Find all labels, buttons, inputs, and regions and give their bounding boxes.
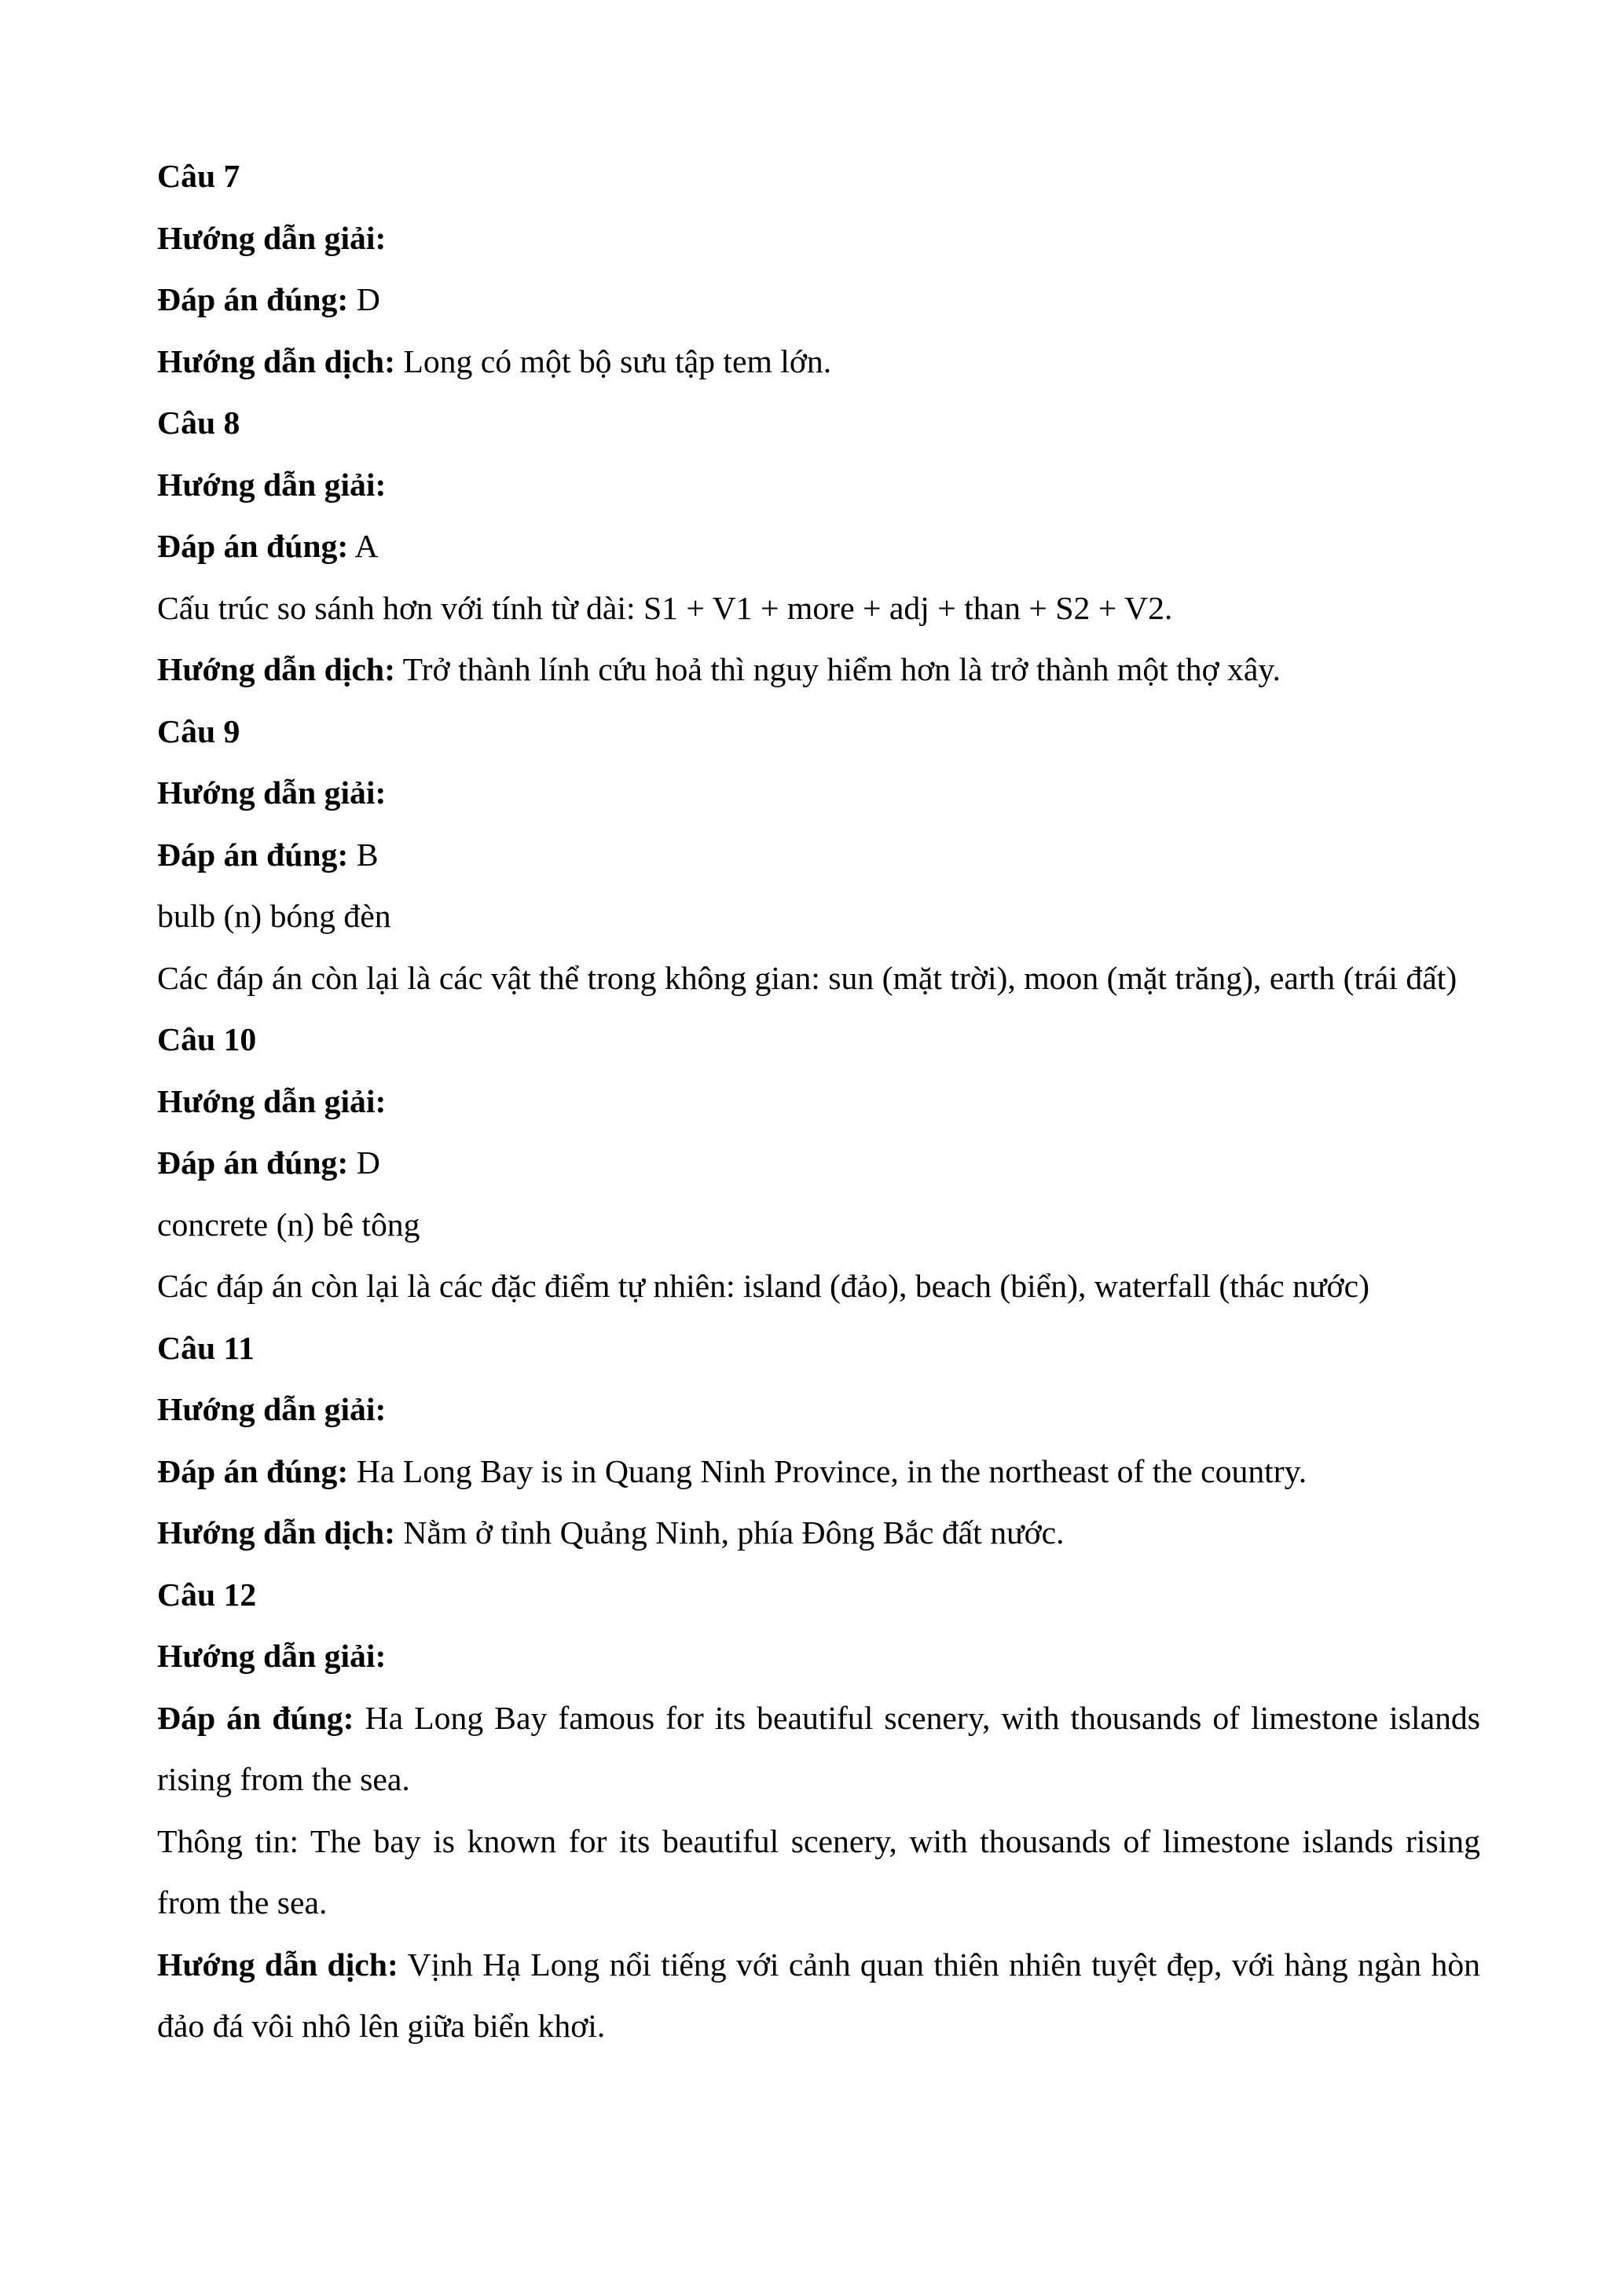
paragraph-label: Hướng dẫn dịch:: [157, 652, 395, 688]
paragraph-label: Đáp án đúng:: [157, 1145, 349, 1181]
body-paragraph: Các đáp án còn lại là các đặc điểm tự nhiên: island (đảo), beach (biển), waterfall (thác nước): [157, 1269, 1369, 1305]
question-heading: Câu 8: [157, 405, 240, 441]
paragraph-text: D: [348, 1145, 380, 1181]
question-heading: Câu 10: [157, 1022, 257, 1058]
paragraph-label: Hướng dẫn dịch:: [157, 1946, 398, 1983]
paragraph-label: Đáp án đúng:: [157, 837, 349, 873]
labeled-paragraph: [157, 331, 1480, 394]
body-paragraph: bulb (n) bóng đèn: [157, 899, 391, 935]
paragraph-text: Nằm ở tỉnh Quảng Ninh, phía Đông Bắc đất nước.: [394, 1515, 1065, 1551]
paragraph-label: Đáp án đúng:: [157, 529, 349, 565]
paragraph-text: A: [348, 529, 379, 565]
paragraph-label: Hướng dẫn dịch:: [157, 1515, 395, 1551]
paragraph-text: Vịnh Hạ Long nổi tiếng với cảnh quan thiên nhiên tuyệt đẹp, với hàng ngàn hòn đảo đá vôi nhô lên giữa biển khơi.: [157, 1946, 1481, 2045]
paragraph-label: Đáp án đúng:: [157, 1700, 354, 1737]
solution-heading: Hướng dẫn giải:: [157, 1639, 387, 1675]
question-heading: Câu 12: [157, 1576, 257, 1613]
body-paragraph: concrete (n) bê tông: [157, 1207, 420, 1243]
question-heading: Câu 7: [157, 159, 240, 195]
paragraph-label: Đáp án đúng:: [157, 282, 349, 318]
document-page: [157, 146, 1480, 2058]
paragraph-label: Đáp án đúng:: [157, 1453, 349, 1490]
labeled-paragraph: [157, 1133, 1480, 1195]
labeled-paragraph: [157, 269, 1480, 331]
body-paragraph: Cấu trúc so sánh hơn với tính từ dài: S1 + V1 + more + adj + than + S2 + V2.: [157, 590, 1173, 627]
paragraph-label: Hướng dẫn dịch:: [157, 343, 395, 380]
labeled-paragraph: [157, 825, 1480, 887]
body-paragraph: Thông tin: The bay is known for its beautiful scenery, with thousands of limestone islands rising from the sea.: [157, 1823, 1480, 1921]
labeled-paragraph: [157, 1503, 1480, 1565]
paragraph-text: Long có một bộ sưu tập tem lớn.: [394, 343, 832, 380]
solution-heading: Hướng dẫn giải:: [157, 1083, 387, 1120]
question-heading: Câu 9: [157, 713, 240, 750]
paragraph-text: B: [348, 837, 379, 873]
labeled-paragraph: [157, 639, 1480, 701]
solution-heading: Hướng dẫn giải:: [157, 220, 387, 257]
solution-heading: Hướng dẫn giải:: [157, 775, 387, 811]
paragraph-text: Ha Long Bay is in Quang Ninh Province, in the northeast of the country.: [348, 1453, 1307, 1490]
body-paragraph: Các đáp án còn lại là các vật thể trong không gian: sun (mặt trời), moon (mặt trăng), earth (trái đất): [157, 960, 1457, 997]
paragraph-text: Trở thành lính cứu hoả thì nguy hiểm hơn là trở thành một thợ xây.: [394, 652, 1281, 688]
labeled-paragraph: [157, 1441, 1480, 1503]
solution-heading: Hướng dẫn giải:: [157, 467, 387, 504]
labeled-paragraph: [157, 1935, 1480, 2058]
labeled-paragraph: [157, 516, 1480, 578]
labeled-paragraph: [157, 1688, 1480, 1811]
solution-heading: Hướng dẫn giải:: [157, 1392, 387, 1428]
paragraph-text: D: [348, 282, 380, 318]
question-heading: Câu 11: [157, 1330, 255, 1367]
paragraph-text: Ha Long Bay famous for its beautiful scenery, with thousands of limestone islands rising from the sea.: [157, 1700, 1480, 1798]
